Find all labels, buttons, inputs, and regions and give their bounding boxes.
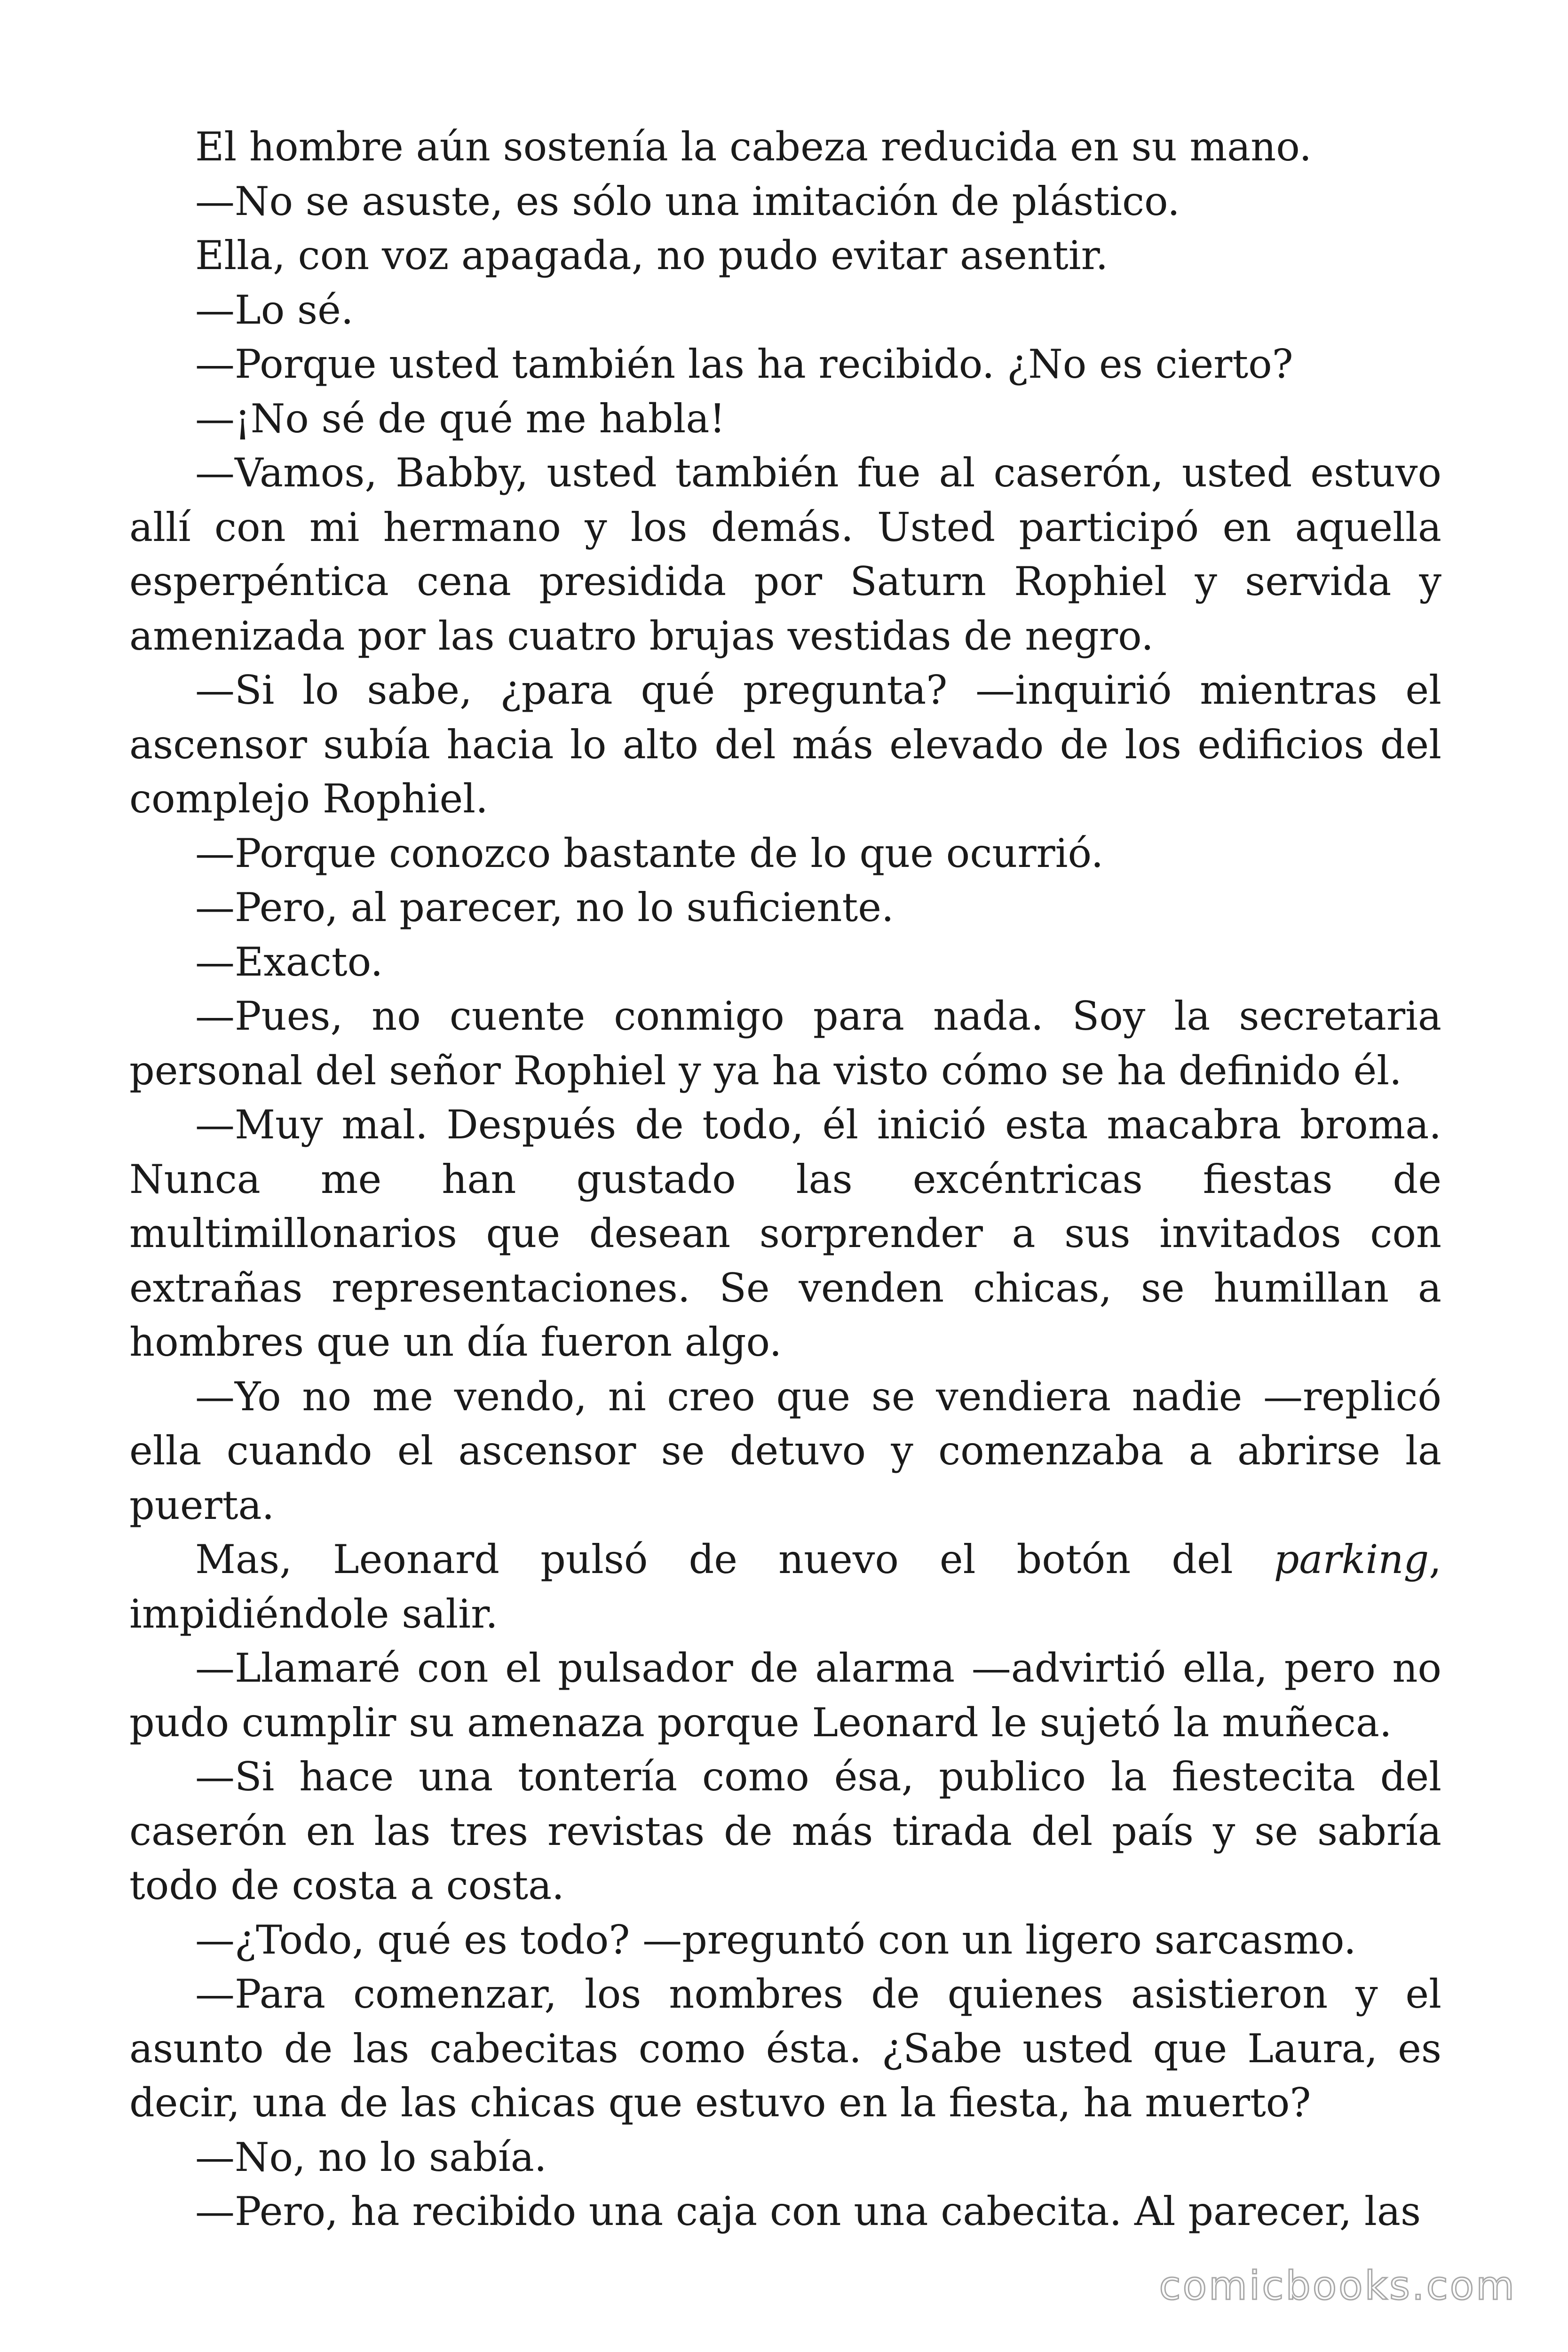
paragraph-12: —Pues, no cuente conmigo para nada. Soy la secretaria personal del señor Rophiel y ya ha visto cómo se ha definido él. bbox=[129, 993, 1441, 1094]
paragraph-15-end: , impidiéndole salir. bbox=[129, 1536, 1441, 1637]
paragraph-19: —Para comenzar, los nombres de quienes asistieron y el asunto de las cabecitas como ésta. ¿Sabe usted que Laura, es decir, una de las chicas que estuvo en la fiesta, ha muerto? bbox=[129, 1971, 1441, 2126]
paragraph-13: —Muy mal. Después de todo, él inició esta macabra broma. Nunca me han gustado las excéntricas fiestas de multimillonarios que desean sorprender a sus invitados con extrañas representaciones. Se venden chicas, se humillan a hombres que un día fueron algo. bbox=[129, 1102, 1441, 1365]
paragraph-8: —Si lo sabe, ¿para qué pregunta? —inquirió mientras el ascensor subía hacia lo alto del más elevado de los edificios del complejo Rophiel. bbox=[129, 667, 1441, 822]
paragraph-4: —Lo sé. bbox=[195, 286, 354, 333]
paragraph-3: Ella, con voz apagada, no pudo evitar asentir. bbox=[195, 232, 1109, 278]
paragraph-17: —Si hace una tontería como ésa, publico la fiestecita del caserón en las tres revistas de más tirada del país y se sabría todo de costa a costa. bbox=[129, 1754, 1441, 1908]
paragraph-14: —Yo no me vendo, ni creo que se vendiera nadie —replicó ella cuando el ascensor se detuvo y comenzaba a abrirse la puerta. bbox=[129, 1373, 1441, 1528]
paragraph-7: —Vamos, Babby, usted también fue al caserón, usted estuvo allí con mi hermano y los demás. Usted participó en aquella esperpéntica cena presidida por Saturn Rophiel y servida y amenizada por las cuatro brujas vestidas de negro. bbox=[129, 450, 1441, 659]
paragraph-15 bbox=[129, 1533, 1441, 1641]
italic-word-parking: parking bbox=[1274, 1536, 1429, 1582]
paragraph-21: —Pero, ha recibido una caja con una cabecita. Al parecer, las bbox=[195, 2188, 1421, 2234]
paragraph-9: —Porque conozco bastante de lo que ocurrió. bbox=[195, 830, 1104, 876]
paragraph-11: —Exacto. bbox=[195, 938, 383, 985]
paragraph-20: —No, no lo sabía. bbox=[195, 2134, 547, 2180]
paragraph-15-start: Mas, Leonard pulsó de nuevo el botón del bbox=[195, 1536, 1274, 1582]
book-page-text bbox=[129, 120, 1441, 2239]
paragraph-1: El hombre aún sostenía la cabeza reducida en su mano. bbox=[195, 124, 1312, 170]
paragraph-2: —No se asuste, es sólo una imitación de plástico. bbox=[195, 178, 1180, 224]
paragraph-16: —Llamaré con el pulsador de alarma —advirtió ella, pero no pudo cumplir su amenaza porque Leonard le sujetó la muñeca. bbox=[129, 1645, 1441, 1746]
paragraph-18: —¿Todo, qué es todo? —preguntó con un ligero sarcasmo. bbox=[195, 1916, 1356, 1963]
watermark: comicbooks.com bbox=[1159, 2263, 1516, 2309]
paragraph-6: —¡No sé de qué me habla! bbox=[195, 395, 726, 442]
paragraph-10: —Pero, al parecer, no lo suficiente. bbox=[195, 884, 894, 930]
paragraph-5: —Porque usted también las ha recibido. ¿No es cierto? bbox=[195, 341, 1293, 387]
